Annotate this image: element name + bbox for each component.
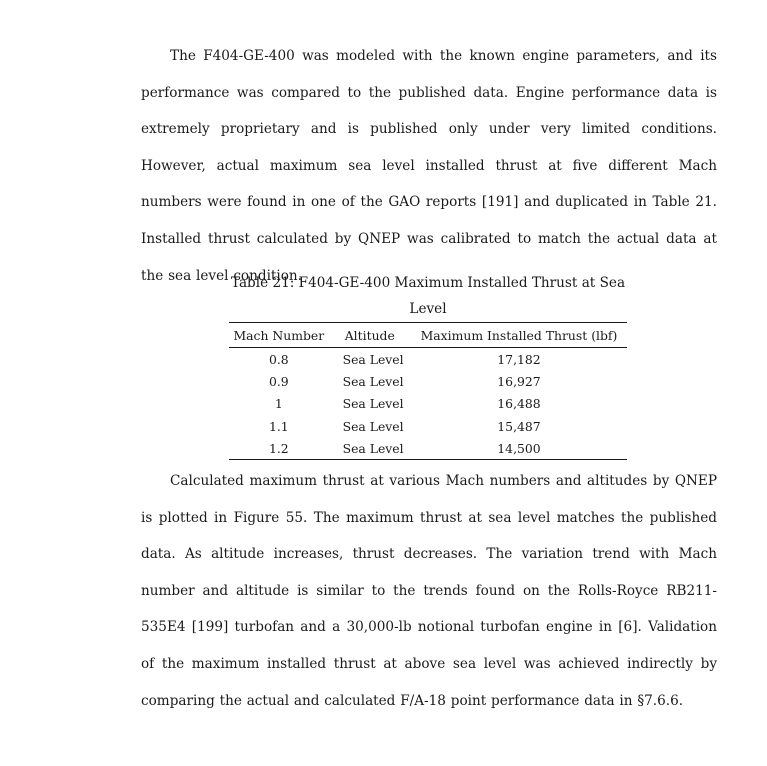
cell-mach: 1: [274, 396, 283, 412]
paragraph-intro: The F404-GE-400 was modeled with the known engine parameters, and its performance was compared to the published data. Engine performance data is extremely proprietary and is published only under very limited conditions. However, actual maximum sea level installed thrust at five different Mach numbers were found in one of the GAO reports [191] and duplicated in Table 21. Installed thrust calculated by QNEP was calibrated to match the actual data at the sea level condition.: [141, 48, 717, 284]
cell-altitude: Sea Level: [342, 418, 404, 434]
thrust-table-block: [220, 270, 636, 460]
table-row: [229, 393, 627, 415]
cell-thrust: 14,500: [411, 437, 627, 460]
table-caption: Table 21: F404-GE-400 Maximum Installed Thrust at Sea Level: [230, 275, 626, 317]
cell-altitude: Sea Level: [342, 373, 404, 389]
header-mach-number: Mach Number: [233, 327, 325, 343]
header-altitude: Altitude: [344, 327, 395, 343]
table-header-row: [229, 323, 627, 348]
cell-thrust: 15,487: [497, 418, 541, 434]
cell-mach: 0.9: [268, 373, 289, 389]
cell-altitude: Sea Level: [342, 351, 404, 367]
cell-thrust: 17,182: [497, 351, 541, 367]
header-max-thrust: Maximum Installed Thrust (lbf): [420, 327, 618, 343]
cell-mach: 1.1: [268, 418, 289, 434]
table-row: [229, 437, 627, 460]
cell-thrust: 16,488: [497, 396, 541, 412]
cell-altitude: Sea Level: [342, 396, 404, 412]
table-row: [229, 415, 627, 437]
paragraph-calculated-thrust: Calculated maximum thrust at various Mach numbers and altitudes by QNEP is plotted in Figure 55. The maximum thrust at sea level matches the published data. As altitude increases, thrust decreases. The variation trend with Mach number and altitude is similar to the trends found on the Rolls-Royce RB211-535E4 [199] turbofan and a 30,000-lb notional turbofan engine in [6]. Validation of the maximum installed thrust at above sea level was achieved indirectly by comparing the actual and calculated F/A-18 point performance data in §7.6.6.: [141, 473, 717, 709]
cell-mach: 1.2: [229, 437, 329, 460]
table-row: [229, 348, 627, 371]
cell-mach: 0.8: [268, 351, 289, 367]
cell-altitude: Sea Level: [329, 437, 411, 460]
table-row: [229, 370, 627, 392]
thrust-table: [229, 322, 627, 460]
cell-thrust: 16,927: [497, 373, 541, 389]
